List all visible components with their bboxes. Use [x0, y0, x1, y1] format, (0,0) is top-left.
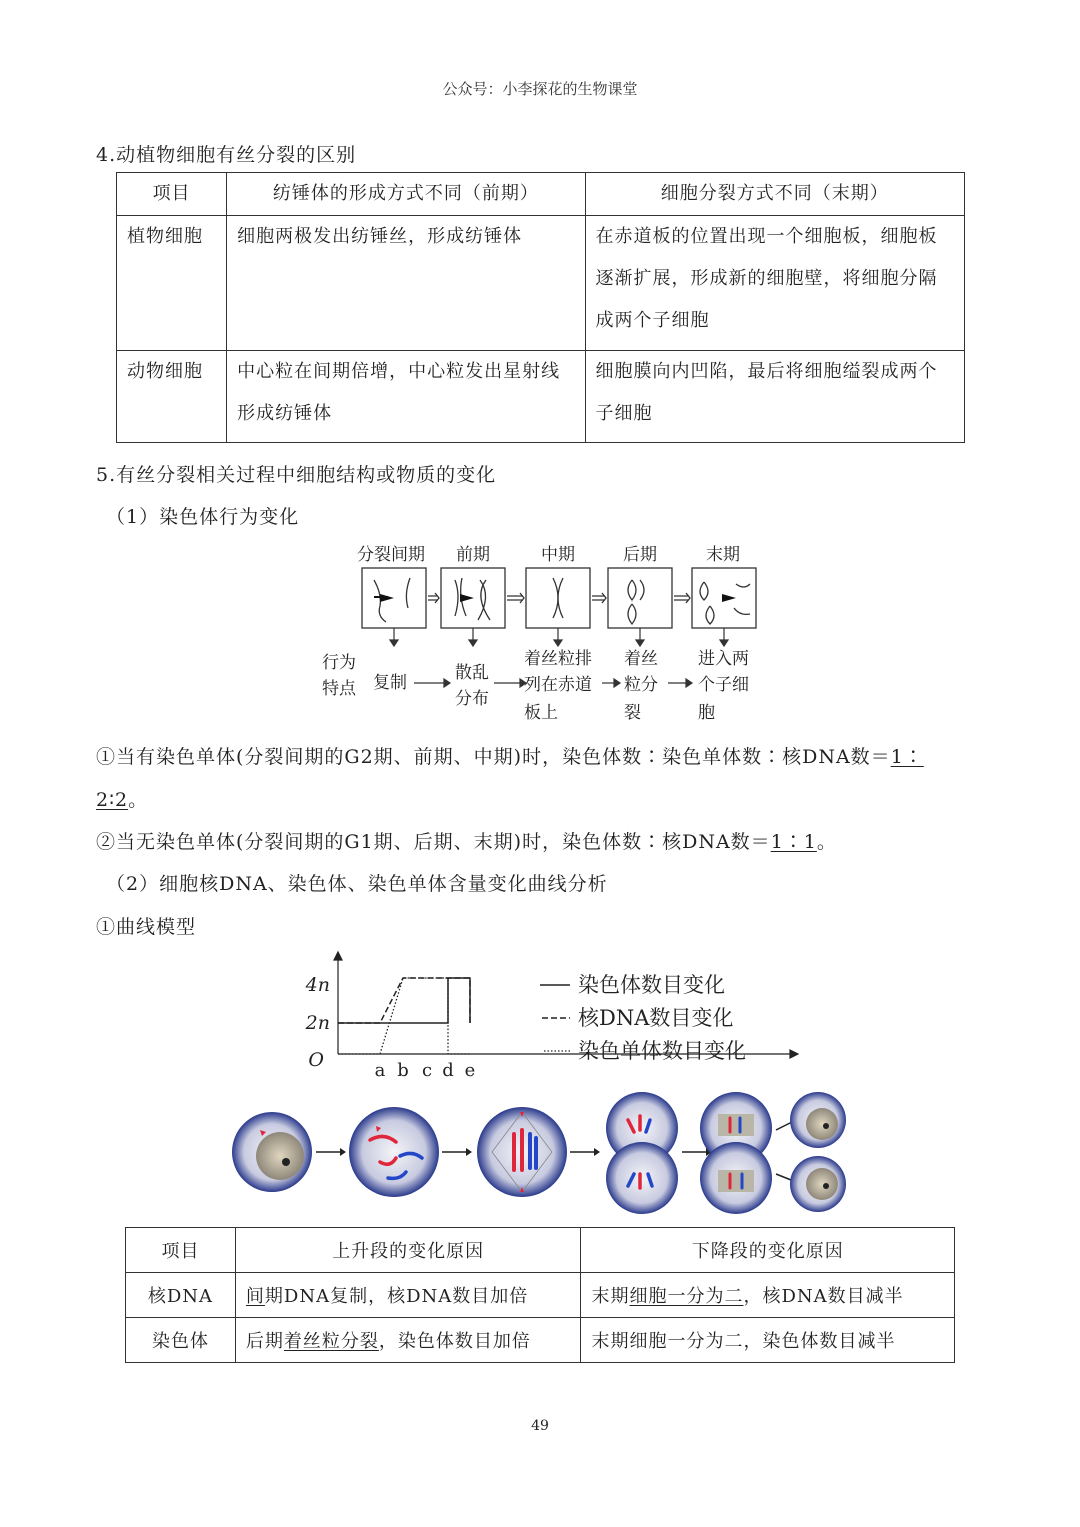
- row-item: 核DNA: [126, 1273, 236, 1318]
- x-tick-label: c: [421, 1060, 433, 1081]
- rise-cell: [235, 1318, 581, 1363]
- spindle-cell: 中心粒在间期倍增，中心粒发出星射线形成纺锤体: [227, 351, 585, 443]
- row-item: 动物细胞: [117, 351, 227, 443]
- page-number: 49: [531, 1418, 549, 1434]
- ratio-statement-1: [96, 742, 924, 769]
- phase-label: 末期: [706, 545, 740, 565]
- ratio-2-end: 。: [816, 831, 837, 853]
- chromosome-behavior-diagram: [310, 538, 780, 728]
- y-tick-label: 4n: [305, 974, 330, 996]
- legend-label: 染色体数目变化: [578, 973, 725, 997]
- division-cell: 细胞膜向内凹陷，最后将细胞缢裂成两个子细胞: [585, 351, 964, 443]
- table-header-row: [126, 1228, 955, 1273]
- telophase-cell: [700, 1092, 772, 1214]
- content-change-table: [125, 1227, 955, 1363]
- plant-animal-mitosis-table: [116, 172, 965, 443]
- ratio-statement-1-cont: [96, 785, 148, 812]
- behavior-text: 分布: [455, 689, 489, 709]
- behavior-text: 散乱: [455, 663, 489, 683]
- subsection-1-title: （1）染色体行为变化: [106, 506, 300, 528]
- table-row: [126, 1273, 955, 1318]
- table-row: [126, 1318, 955, 1363]
- ratio-1-end: 。: [128, 789, 149, 811]
- series-line-dashed: [338, 978, 470, 1023]
- ratio-1-answer-b: 2∶2: [96, 789, 129, 811]
- header-cell: 细胞分裂方式不同（末期）: [585, 173, 964, 216]
- behavior-text: 着丝: [624, 649, 658, 669]
- table-header-row: [117, 173, 965, 216]
- section-4-title: 4.动植物细胞有丝分裂的区别: [96, 144, 357, 166]
- daughter-cells: [790, 1092, 846, 1212]
- behavior-text: 胞: [698, 703, 715, 723]
- mitosis-cell-images: [230, 1090, 850, 1215]
- behavior-text: 板上: [524, 703, 558, 723]
- behavior-text: 粒分: [624, 675, 658, 695]
- anaphase-cell: [606, 1092, 678, 1214]
- fall-text: ，核DNA数目减半: [743, 1286, 904, 1307]
- fall-text: 末期: [591, 1286, 630, 1307]
- ratio-2-text: ②当无染色单体(分裂间期的G1期、后期、末期)时，染色体数∶核DNA数＝: [96, 831, 771, 853]
- header-cell: 纺锤体的形成方式不同（前期）: [227, 173, 585, 216]
- behavior-label: 行为: [322, 653, 356, 673]
- section-5-title: 5.有丝分裂相关过程中细胞结构或物质的变化: [96, 464, 497, 486]
- spindle-cell: 细胞两极发出纺锤丝，形成纺锤体: [227, 216, 585, 351]
- behavior-text: 裂: [624, 703, 641, 723]
- behavior-text: 进入两: [698, 649, 749, 669]
- header-cell: 下降段的变化原因: [581, 1228, 955, 1273]
- rise-underlined: 着丝粒分裂: [283, 1331, 379, 1352]
- legend-label: 染色单体数目变化: [578, 1039, 746, 1063]
- series-line-solid: [338, 978, 470, 1023]
- fall-underlined: 细胞一分为二: [629, 1286, 744, 1307]
- division-cell: 在赤道板的位置出现一个细胞板，细胞板逐渐扩展，形成新的细胞壁，将细胞分隔成两个子细胞: [585, 216, 964, 351]
- header-cell: 项目: [126, 1228, 236, 1273]
- interphase-cell: [232, 1112, 312, 1192]
- x-tick-label: e: [464, 1060, 476, 1081]
- ratio-1-answer-a: 1∶: [890, 746, 924, 768]
- rise-cell: [235, 1273, 581, 1318]
- series-line-dotted: [338, 978, 470, 1054]
- ratio-2-answer: 1∶1: [770, 831, 817, 853]
- rise-underlined: 间: [245, 1286, 265, 1307]
- fall-cell: 末期细胞一分为二，染色体数目减半: [581, 1318, 955, 1363]
- x-tick-label: d: [442, 1060, 454, 1081]
- rise-text: ，染色体数目加倍: [378, 1331, 531, 1352]
- y-tick-label: 2n: [305, 1012, 330, 1034]
- header-cell: 上升段的变化原因: [235, 1228, 581, 1273]
- metaphase-cell: [477, 1107, 567, 1197]
- mitosis-content-chart: [300, 948, 800, 1083]
- phase-label: 后期: [623, 545, 657, 565]
- header-cell: 项目: [117, 173, 227, 216]
- ratio-statement-2: [96, 827, 837, 854]
- table-row: [117, 216, 965, 351]
- rise-text: 期DNA复制，核DNA数目加倍: [264, 1286, 529, 1307]
- y-tick-label: O: [308, 1049, 324, 1071]
- x-tick-label: b: [397, 1060, 409, 1081]
- table-row: [117, 351, 965, 443]
- legend-label: 核DNA数目变化: [578, 1006, 734, 1030]
- behavior-label: 特点: [322, 679, 356, 699]
- curve-model-title: ①曲线模型: [96, 916, 197, 938]
- row-item: 植物细胞: [117, 216, 227, 351]
- x-tick-label: a: [374, 1060, 386, 1081]
- rise-text: 后期: [245, 1331, 284, 1352]
- subsection-2-title: （2）细胞核DNA、染色体、染色单体含量变化曲线分析: [106, 873, 608, 895]
- phase-label: 分裂间期: [357, 545, 425, 565]
- row-item: 染色体: [126, 1318, 236, 1363]
- prophase-cell: [349, 1107, 439, 1197]
- phase-label: 前期: [456, 545, 490, 565]
- behavior-text: 个子细: [698, 675, 749, 695]
- page-header: 公众号：小李探花的生物课堂: [442, 80, 638, 98]
- behavior-text: 列在赤道: [524, 675, 592, 695]
- behavior-text: 着丝粒排: [524, 649, 592, 669]
- ratio-1-text: ①当有染色单体(分裂间期的G2期、前期、中期)时，染色体数∶染色单体数∶核DNA数＝: [96, 746, 891, 768]
- behavior-text: 复制: [373, 673, 407, 693]
- phase-label: 中期: [541, 545, 575, 565]
- fall-cell: [581, 1273, 955, 1318]
